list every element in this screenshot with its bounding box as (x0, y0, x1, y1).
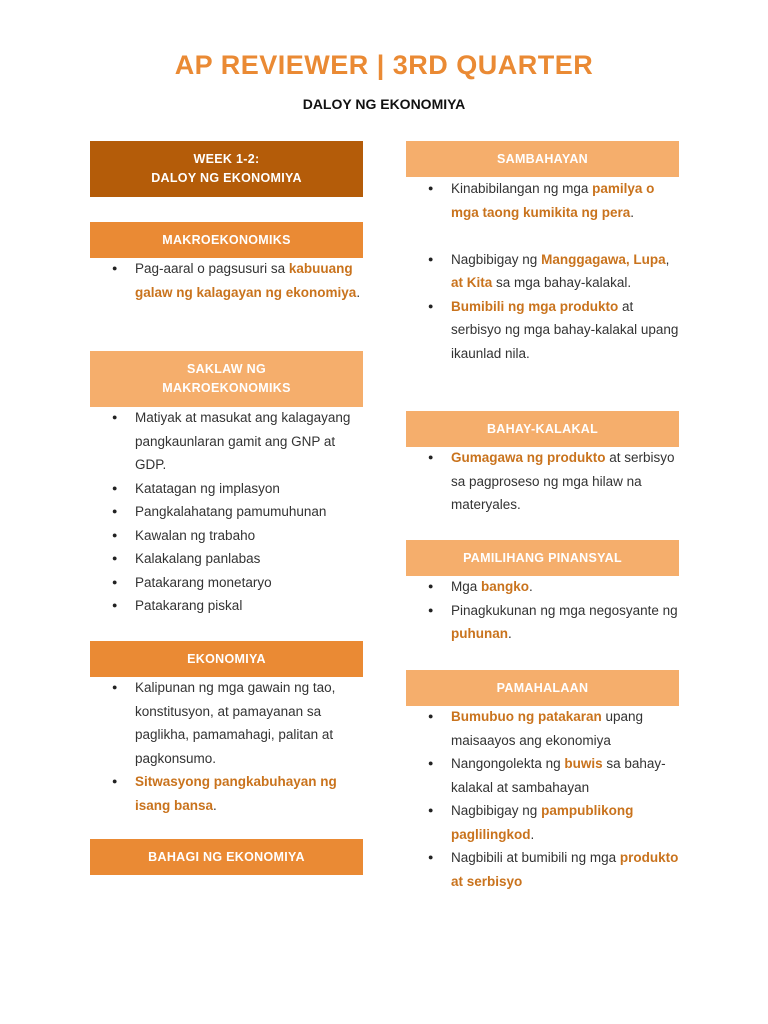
item-text: Kinabibilangan ng mga (451, 181, 593, 196)
item-highlight: Bumubuo ng patakaran (451, 709, 602, 724)
week-line2: DALOY NG EKONOMIYA (151, 171, 302, 185)
makroekonomiks-header: MAKROEKONOMIKS (90, 222, 363, 258)
ekonomiya-list (90, 676, 363, 817)
item-text-end: . (630, 204, 635, 220)
item-highlight: produkto at serbisyo (451, 850, 679, 889)
list-item (90, 770, 363, 817)
page-title: AP REVIEWER | 3RD QUARTER (174, 50, 594, 80)
list-item (406, 599, 679, 646)
bahay-kalakal-header: BAHAY-KALAKAL (406, 411, 679, 447)
list-item: ● Patakarang piskal (90, 594, 363, 618)
item-text-end: upang maisaayos ang ekonomiya (451, 709, 644, 748)
list-item (406, 446, 679, 517)
item-text-end: . (529, 579, 533, 594)
saklaw-line2: MAKROEKONOMIKS (162, 381, 291, 395)
saklaw-line1: SAKLAW NG (186, 362, 267, 376)
list-item: ● Patakarang monetaryo (90, 571, 363, 595)
item-text: Pinagkukunan ng mga negosyante ng (451, 602, 678, 618)
list-item: ● Matiyak at masukat ang kalagayang pangkaunlaran gamit ang GNP at GDP. (90, 406, 363, 477)
item-highlight: Lupa (633, 251, 666, 267)
item-highlight: puhunan (451, 626, 508, 641)
list-item (406, 575, 679, 599)
week-header (90, 141, 363, 197)
pamilihang-pinansyal-header: PAMILIHANG PINANSYAL (406, 540, 679, 576)
list-spacer (406, 224, 679, 248)
list-item: ● Katatagan ng implasyon (90, 477, 363, 501)
pamilihang-pinansyal-list (406, 575, 679, 646)
item-separator: , (665, 251, 670, 267)
list-item: ● Kalakalang panlabas (90, 547, 363, 571)
bahagi-header: BAHAGI NG EKONOMIYA (90, 839, 363, 875)
list-item (406, 752, 679, 799)
item-text: Mga (451, 579, 482, 594)
sambahayan-header: SAMBAHAYAN (406, 141, 679, 177)
item-text-end: . (530, 826, 535, 842)
page-subtitle: DALOY NG EKONOMIYA (302, 96, 466, 112)
list-item (406, 248, 679, 295)
list-item (406, 705, 679, 752)
item-text-end: sa bahay-kalakal at sambahayan (451, 756, 666, 795)
item-separator: , (625, 251, 634, 267)
item-text: Nangongolekta ng (451, 756, 565, 771)
item-text-end: at serbisyo sa pagproseso ng mga hilaw na materyales. (451, 450, 675, 512)
item-text: Nagbibigay ng (451, 803, 542, 818)
item-text-end: . (508, 626, 512, 641)
item-text: Nagbibili at bumibili ng mga (451, 850, 620, 865)
item-highlight: Sitwasyong pangkabuhayan ng isang bansa (135, 774, 337, 813)
list-item (406, 846, 679, 893)
list-item (90, 257, 363, 304)
item-highlight: Manggagawa (541, 251, 626, 267)
list-item (406, 177, 679, 224)
sambahayan-list (406, 177, 679, 365)
item-text-end: at serbisyo ng mga bahay-kalakal upang ikaunlad nila. (451, 298, 679, 361)
item-highlight: pampublikong paglilingkod (451, 803, 634, 842)
item-text-end: . (213, 797, 217, 813)
makroekonomiks-list (90, 257, 363, 304)
saklaw-header (90, 351, 363, 407)
item-text: Nagbibigay ng (451, 251, 542, 267)
item-highlight: bangko (481, 579, 530, 594)
list-item: ● Kawalan ng trabaho (90, 524, 363, 548)
item-highlight: at Kita (451, 275, 493, 290)
pamahalaan-header: PAMAHALAAN (406, 670, 679, 706)
ekonomiya-header: EKONOMIYA (90, 641, 363, 677)
week-line1: WEEK 1-2: (193, 152, 260, 166)
item-highlight: kabuuang galaw ng kalagayan ng ekonomiya (135, 261, 357, 300)
bahay-kalakal-list (406, 446, 679, 517)
item-highlight: Gumagawa ng produkto (451, 450, 606, 465)
list-item (406, 799, 679, 846)
item-highlight: pamilya o mga taong kumikita ng pera (451, 181, 655, 220)
item-text: Pag-aaral o pagsusuri sa (135, 261, 289, 276)
list-item: ● Kalipunan ng mga gawain ng tao, konstitusyon, at pamayanan sa paglikha, pamamahagi, palitan at pagkonsumo. (90, 676, 363, 770)
item-highlight: buwis (564, 756, 603, 771)
item-highlight: Bumibili ng mga produkto (451, 298, 619, 314)
item-text-end: sa mga bahay-kalakal. (492, 275, 632, 290)
saklaw-list (90, 406, 363, 618)
list-item (406, 295, 679, 366)
item-text-end: . (356, 284, 361, 300)
pamahalaan-list (406, 705, 679, 893)
list-item: ● Pangkalahatang pamumuhunan (90, 500, 363, 524)
